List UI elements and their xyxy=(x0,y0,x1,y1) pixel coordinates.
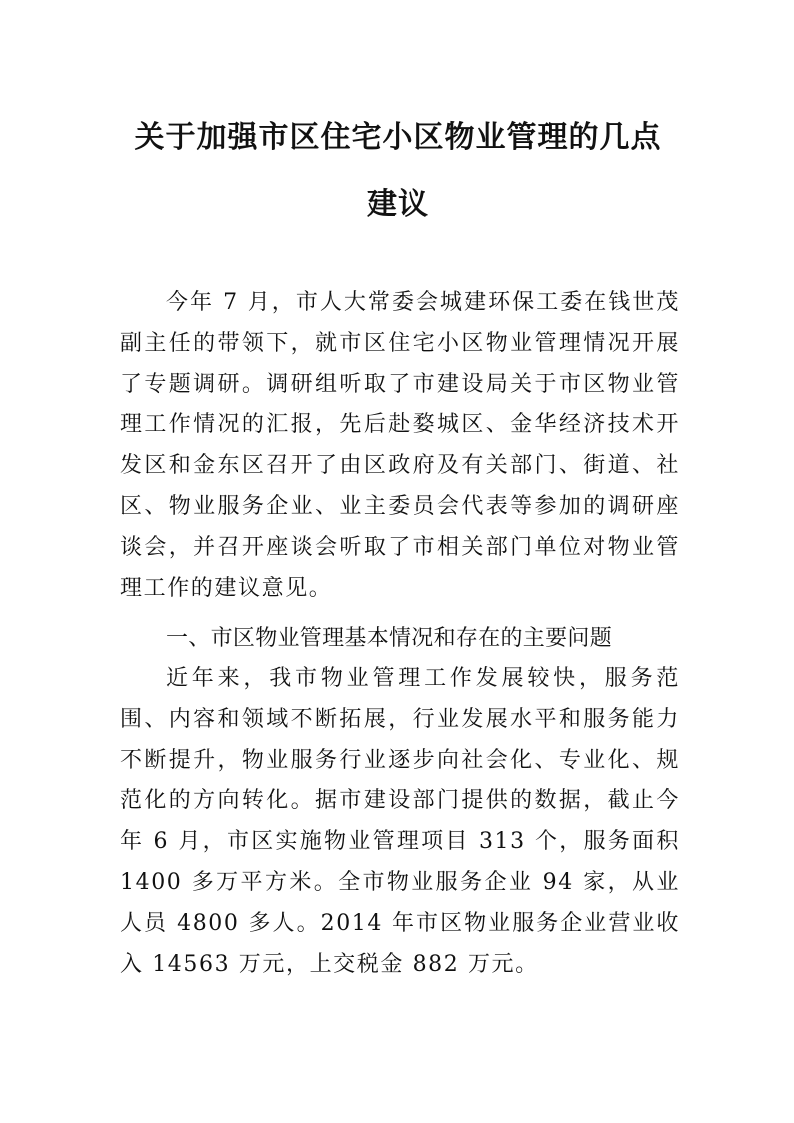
section-heading: 一、市区物业管理基本情况和存在的主要问题 xyxy=(166,626,613,651)
section-paragraph: 近年来，我市物业管理工作发展较快，服务范围、内容和领域不断拓展，行业发展水平和服务能力不断提升，物业服务行业逐步向社会化、专业化、规范化的方向转化。据市建设部门提供的数据，截止今年 6 月，市区实施物业管理项目 313 个，服务面积 1400 多万平方米。全市物业服务企业 94 家，从业人员 4800 多人。2014 年市区物业服务企业营业收入 14563 万元，上交税金 882 万元。 xyxy=(120,666,680,977)
intro-paragraph: 今年 7 月，市人大常委会城建环保工委在钱世茂副主任的带领下，就市区住宅小区物业管理情况开展了专题调研。调研组听取了市建设局关于市区物业管理工作情况的汇报，先后赴婺城区、金华经济技术开发区和金东区召开了由区政府及有关部门、街道、社区、物业服务企业、业主委员会代表等参加的调研座谈会，并召开座谈会听取了市相关部门单位对物业管理工作的建议意见。 xyxy=(120,290,680,601)
document-title: 关于加强市区住宅小区物业管理的几点建议 xyxy=(134,120,662,222)
